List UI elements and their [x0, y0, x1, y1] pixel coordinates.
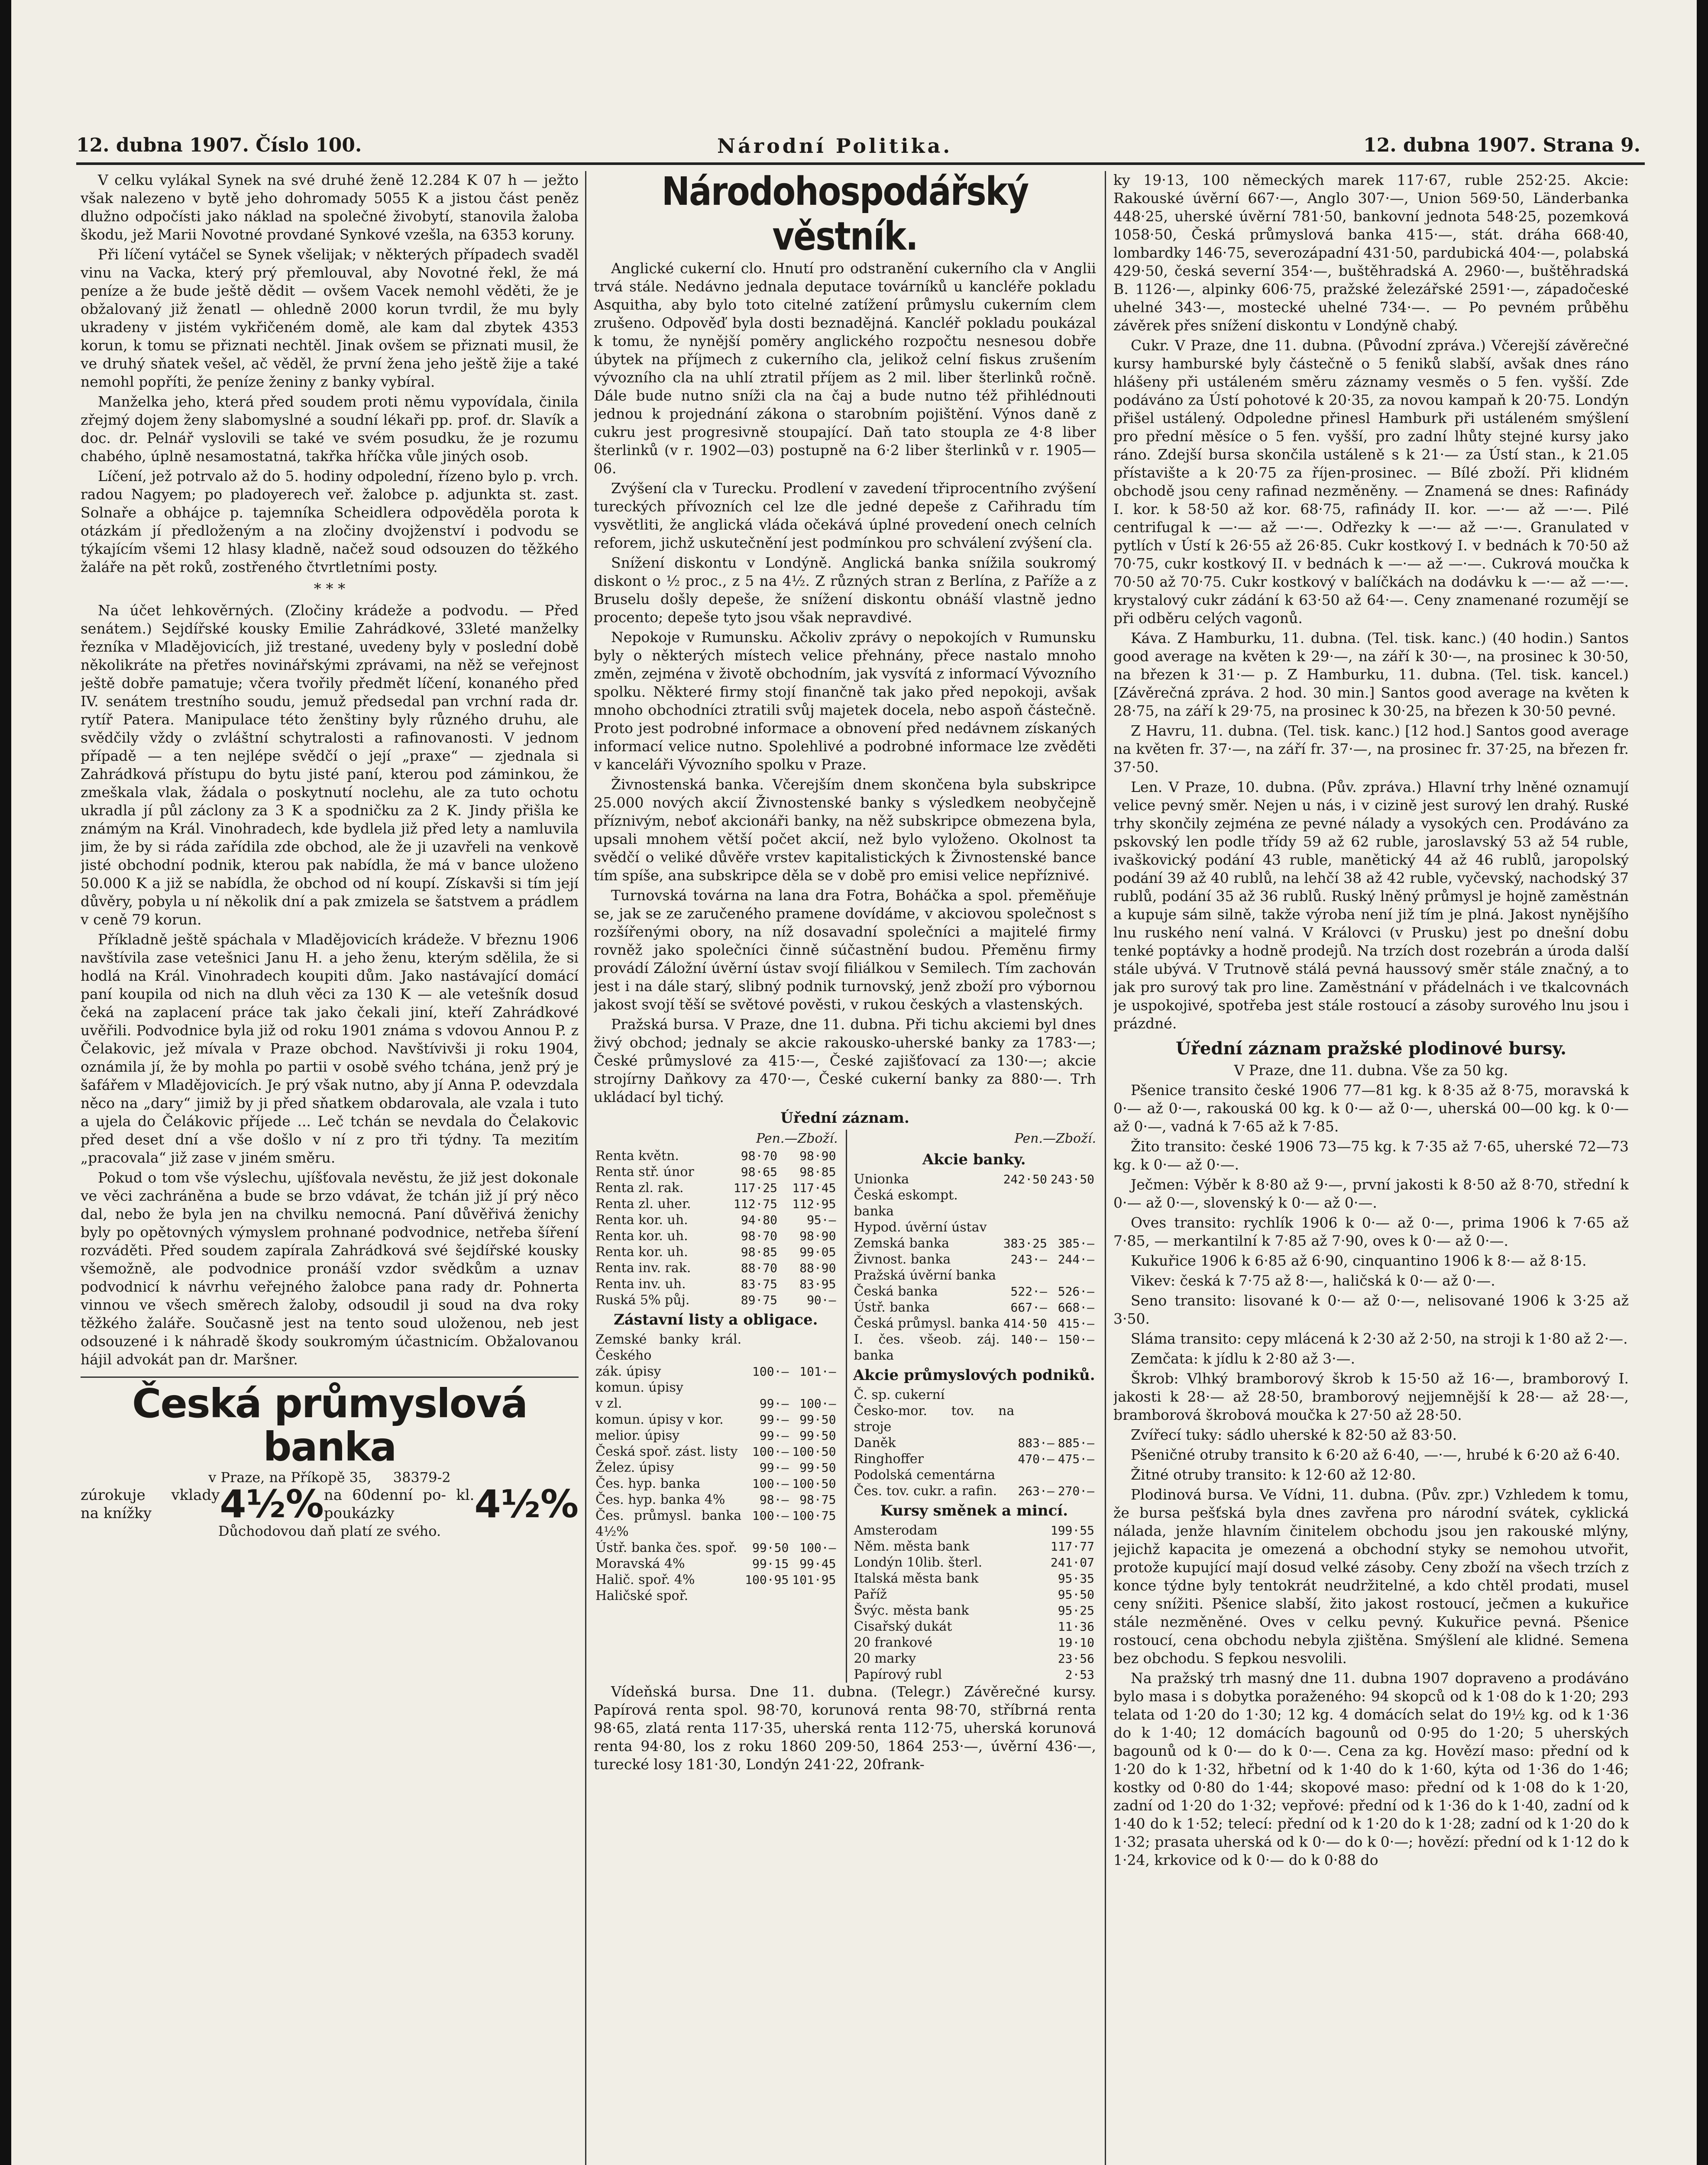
table-cell-name: Londýn 10lib. šterl.	[854, 1555, 983, 1570]
table-row	[852, 1403, 1097, 1435]
table-row	[852, 1554, 1097, 1570]
table-cell-value	[790, 1588, 838, 1604]
article-paragraph: Cukr. V Praze, dne 11. dubna. (Původní zpráva.) Včerejší závěrečné kursy hamburské byly částečně o 5 feniků slabší, avšak dnes ráno hlášeny při ustáleném směru záznamy vesměs o 5 fen. vyšší. Zde podáváno za Ústí pohotové k 20·35, za novou kampaň k 20·75. Londýn přišel ustálený. Odpoledne přinesl Hamburk při ustáleném smýšlení pro přední měsíce o 5 fen. vyšší, pro zadní lhůty stejné kursy jako ráno. Zdejší bursa skončila ustáleně s k 21·— za Ústí stan., k 21.05 přístavište a k 20·75 za říjen-prosinec. — Bílé zboží. Při klidném obchodě jsou ceny rafinad nezměněny. — Znamená se dnes: Rafinády I. kor. k 58·50 až kor. 68·75, rafinády II. kor. —·— až —·—. Pilé centrifugal k —·— až —·—. Odřezky k —·— až —·—. Granulated v pytlích v Ústí k 26·55 až 26·85. Cukr kostkový I. v bednách k 70·50 až 70·75, cukr kostkový II. v bednách k —·— až —·—. Cukrová moučka k 70·50 až 70·75. Cukr kostkový v balíčkách na dodávku k —·— až —·—. krystalový cukr zádání k 63·50 až 64·—. Ceny znamenané rozumějí se při odběru celých vagonů.	[1113, 337, 1629, 627]
table-cell-value	[790, 1331, 838, 1364]
table-cell-value: 99·50	[799, 1428, 836, 1443]
table-cell-value: 100·—	[752, 1509, 789, 1523]
table-cell-value: 98·70	[741, 1229, 778, 1243]
table-row	[852, 1331, 1097, 1364]
table-cell-name: Česká banka	[854, 1284, 938, 1299]
table-row	[594, 1444, 838, 1460]
table-cell-value: 100·—	[799, 1396, 836, 1411]
table-cell-name: Unionka	[854, 1172, 909, 1187]
table-row	[852, 1467, 1097, 1483]
industrial-shares-table	[852, 1387, 1097, 1499]
table-header: Pen.—Zboží.	[756, 1131, 838, 1146]
article-paragraph: Při líčení vytáčel se Synek všelijak; v některých případech svaděl vinu na Vacka, který prý přemlouval, aby Novotné řekl, že má peníze a že bude ještě dědit — ovšem Vacek nemohl věděti, že je obžalovaný již ženatl — ohledně 2000 korun tvrdil, že mu byly ukradeny v jistém vykřičeném domě, ale kam dal zbytek 4353 korun, k tomu se přiznati nechtěl. Jinak ovšem se přiznati musil, že ve druhý sňatek vešel, ač věděl, že první žena jeho ještě žije a také nemohl popříti, že peníze ženiny z banky vybíral.	[81, 246, 579, 390]
table-cell-value: 95·25	[1058, 1603, 1094, 1618]
bond-table	[594, 1148, 838, 1308]
article-paragraph: Oves transito: rychlík 1906 k 0·— až 0·—, prima 1906 k 7·65 až 7·85, — merkantilní k 7·85 až 7·90, oves k 0·— až 0·—.	[1113, 1214, 1629, 1249]
table-cell-value: 883·—	[1018, 1436, 1055, 1450]
ad-reference: 38379-2	[393, 1469, 451, 1486]
table-cell-name: Amsterodam	[854, 1523, 938, 1538]
table-row	[852, 1251, 1097, 1267]
table-cell-value: 101·—	[799, 1364, 836, 1379]
article-paragraph: Na pražský trh masný dne 11. dubna 1907 dopraveno a prodáváno bylo masa i s dobytka poraženého: 94 skopců od k 1·08 do k 1·20; 293 telata od 1·20 do 1·30; 12 kg. 4 domácích selat do 19½ kg. od k 1·36 do k 1·40; 12 domácích bagounů od 0·95 do 1·20; 5 uherských bagounů od k 0·— do k 0·—. Cena za kg. Hovězí maso: přední od k 1·20 do k 1·32, hřbetní od k 1·40 do k 1·60, kýta od 1·36 do 1·46; kostky od 0·80 do 1·44; skopové maso: přední od k 1·08 do k 1·20, zadní od 1·20 do 1·32; vepřové: přední od k 1·36 do k 1·40, zadní od k 1·40 do k 1·52; telecí: přední od k 1·20 do k 1·28; zadní od k 1·20 do k 1·32; prasata uherská od k 0·— do k 0·—; hovězí: přední od k 1·12 do k 1·24, krkovice od k 0·— do k 0·88 do	[1113, 1670, 1629, 1868]
table-cell-name: Podolská cementárna	[854, 1467, 995, 1483]
article-paragraph: Z Havru, 11. dubna. (Tel. tisk. kanc.) [12 hod.] Santos good average na květen fr. 37·—, na září fr. 37·—, na prosinec fr. 37·25, na březen fr. 37·50.	[1113, 722, 1629, 776]
table-cell-value: 117·45	[792, 1181, 836, 1195]
section-separator: * * *	[314, 580, 346, 598]
table-cell-name: Čes. hyp. banka 4%	[595, 1492, 725, 1507]
table-row	[852, 1570, 1097, 1587]
table-row	[852, 1299, 1097, 1315]
table-row	[852, 1219, 1097, 1235]
table-cell-value: 99·—	[759, 1461, 789, 1475]
article-paragraph: Len. V Praze, 10. dubna. (Pův. zpráva.) Hlavní trhy lněné oznamují velice pevný směr. Nejen u nás, i v cizině jest surový len drahý. Ruské trhy skončily zejména ze pevné nálady a vysokých cen. Prodáváno za pskovský len podle třídy 59 až 62 ruble, jaroslavský 53 až 54 ruble, ivaškovický podání 43 ruble, manětický 44 až 46 rublů, jaropolský podání 39 až 40 rublů, na lehčí 38 až 42 ruble, vyčevský, nachodský 37 rublů, podání 35 až 36 rublů. Ruský lněný průmysl je hojně zaměstnán a kupuje sám silně, takže výroba není již tím je plná. Jakost nynějšího lnu ruského není valná. V Královci (v Prusku) jest po dnešní dobu tenké poptávky a hodně prodejů. Na trzích dost rozebrán a úroda další stále ubývá. V Trutnově stálá pevná haussový směr stále značný, a to jak pro surový tak pro line. Zaměstnání v přádelnách i ve tkalcovnách je uspokojivé, spotřeba jest stále rostoucí a zásoby surového lnu jsou i prázdné.	[1113, 779, 1629, 1032]
table-row	[852, 1267, 1097, 1283]
table-row	[594, 1364, 838, 1380]
table-cell-value: 112·75	[733, 1197, 778, 1211]
table-cell-name: Renta stř. únor	[595, 1164, 694, 1179]
table-subtitle: Akcie banky.	[922, 1151, 1026, 1168]
table-cell-name: Čes. průmysl. banka 4½%	[595, 1508, 742, 1539]
table-cell-value: 140·—	[1010, 1332, 1047, 1347]
article-paragraph: Zvýšení cla v Turecku. Prodlení v zavedení třiprocentního zvýšení tureckých přívozních cel lze dle jedné depeše z Cařihradu tím vysvětliti, že anglická vláda očekává úplné provedení onech celních reforem, jichž uskutečnění jest podmínkou pro schválení zvýšení cla.	[594, 480, 1096, 551]
table-subtitle: Zástavní listy a obligace.	[614, 1311, 818, 1328]
table-row	[852, 1538, 1097, 1554]
table-cell-name: Živnost. banka	[854, 1252, 951, 1267]
table-row	[594, 1428, 838, 1444]
article-paragraph: Káva. Z Hamburku, 11. dubna. (Tel. tisk. kanc.) (40 hodin.) Santos good average na květen k 29·—, na září k 30·—, na prosinec k 30·50, na březen k 31·— p. Z Hamburku, 11. dubna. (Tel. tisk. kancel.) [Závěrečná zpráva. 2 hod. 30 min.] Santos good average na květen k 28·75, na září k 29·75, na prosinec k 30·25, na březen k 30·50 pevné.	[1113, 630, 1629, 719]
table-cell-value	[1028, 1570, 1033, 1587]
table-cell-name: Renta zl. uher.	[595, 1196, 691, 1212]
subsection-title: Úřední záznam pražské plodinové bursy.	[1175, 1038, 1567, 1059]
table-cell-value: 385·—	[1058, 1236, 1094, 1251]
table-cell-value: 243·50	[1050, 1172, 1094, 1186]
table-cell-value: 100·—	[752, 1444, 789, 1459]
article-paragraph: V celku vylákal Synek na své druhé ženě 12.284 K 07 h — ježto však nalezeno v bytě jeho dohromady 5055 K a jistou část peněz dlužno odpočísti jako náklad na společné živobytí, stanovila žaloba škodu, jež Marii Novotné provdané Synkové vzešla, na 6353 koruny.	[81, 171, 579, 243]
table-cell-value: 98·85	[741, 1245, 778, 1259]
article-paragraph: Anglické cukerní clo. Hnutí pro odstranění cukerního cla v Anglii trvá stále. Nedávno jednala deputace továrníků u kancléře pokladu Asquitha, aby bylo toto citelné zatížení průmyslu cukerním clem zrušeno. Odpověď byla dosti beznadějná. Kancléř pokladu poukázal k tomu, že nynější poměry anglického rozpočtu nesnesou dobře úbytek na příjmech z cukerního cla, jelikož celní fiskus zrušením vývozního cla na uhlí ztratil příjem as 2 mil. liber šterlinků ročně. Dále bude nutno sníži cla na čaj a bude nutno též přihlédnouti jednou k projednání zákona o starobním pojištění. Výnos daně z cukru jest progresivně stoupající. Daň tato stoupla ze 4·8 liber šterlinků (v r. 1902—03) postupně na 6·2 liber šterlinků v r. 1905—06.	[594, 260, 1096, 477]
table-cell-value: 522·—	[1010, 1284, 1047, 1299]
table-row	[594, 1540, 838, 1556]
article-paragraph: Líčení, jež potrvalo až do 5. hodiny odpolední, řízeno bylo p. vrch. radou Nagyem; po pladoyerech veř. žalobce p. adjunkta st. zast. Solnaře a obhájce p. tajemníka Scheidlera odpověděla porota k otázkám jí předloženým a na zločiny dvojženství i podvodu se týkajícím všemi 12 hlasy kladně, načež soud odsouzen do těžkého žaláře na pět roků, zostřeného čtvrtletními posty.	[81, 468, 579, 575]
article-paragraph: Příkladně ještě spáchala v Mladějovicích krádeže. V březnu 1906 navštívila zase vetešnici Janu H. a jeho ženu, kterým sdělila, že si hodlá na Král. Vinohradech koupiti dům. Jako nastávající domácí paní koupila od nich na dluh věci za 130 K — ale vetešník dosud čeká na zaplacení práce tak jako čekali jiní, kteří Zahrádkové uvěřili. Podvodnice byla již od roku 1901 známa s vdovou Annou P. z Čelakovic, jež mívala v Praze obchod. Navštívivši ji roku 1904, oznámila jí, že by mohla po partii v osobě svého tchána, jenž prý je šafářem v Mladějovicích. Je prý však nutno, aby jí Anna P. odevzdala něco na „dary“ jimiž by ji před sňatkem obdarovala, ale vzala i tuto a ujela do Čelákovic příjede ... Leč tchán se nevdala do Čelakovic před deset dní a vše došlo v ní z pro tři týdny. Ta mezitím „pracovala“ již zase v jiném směru.	[81, 931, 579, 1166]
table-cell-value: 475·—	[1058, 1452, 1094, 1466]
table-cell-name: Daněk	[854, 1435, 896, 1451]
table-cell-value: 2·53	[1065, 1667, 1094, 1682]
table-cell-value	[1028, 1587, 1033, 1603]
article-paragraph: Zemčata: k jídlu k 2·80 až 3·—.	[1131, 1350, 1355, 1367]
stock-table-right	[846, 1130, 1097, 1683]
table-cell-name: Česko-mor. tov. na stroje	[854, 1403, 1015, 1435]
table-cell-value: 470·—	[1018, 1452, 1055, 1466]
table-cell-name: Zemské banky král. Českého	[595, 1332, 742, 1363]
table-row	[594, 1244, 838, 1260]
table-row	[852, 1587, 1097, 1603]
table-cell-name: Čes. tov. cukr. a rafin.	[854, 1483, 997, 1499]
table-cell-name: Ringhoffer	[854, 1451, 924, 1467]
article-paragraph: Zvířecí tuky: sádlo uherské k 82·50 až 83·50.	[1131, 1426, 1457, 1443]
table-row	[852, 1451, 1097, 1467]
stock-tables	[594, 1130, 1096, 1683]
column-2	[594, 171, 1096, 2165]
table-cell-value: 99·—	[759, 1396, 789, 1411]
table-row	[594, 1412, 838, 1428]
table-cell-value: 98·90	[799, 1229, 836, 1243]
table-cell-name: Česká eskompt.	[854, 1188, 958, 1203]
table-row	[852, 1483, 1097, 1499]
table-cell-name: Želez. úpisy	[595, 1460, 674, 1475]
ad-address: v Praze, na Příkopě 35,	[208, 1469, 372, 1486]
table-cell-value: 100·—	[752, 1364, 789, 1379]
table-row	[852, 1603, 1097, 1619]
table-cell-value	[1028, 1619, 1033, 1635]
table-cell-value: 150·—	[1058, 1332, 1094, 1347]
table-cell-name: Renta kor. uh.	[595, 1212, 688, 1228]
table-cell-name: 20 marky	[854, 1651, 916, 1666]
table-cell-value: 98·75	[799, 1493, 836, 1507]
table-row	[852, 1315, 1097, 1331]
table-cell-name: Čes. hyp. banka	[595, 1476, 701, 1491]
table-cell-value: 99·05	[799, 1245, 836, 1259]
table-row	[594, 1460, 838, 1476]
table-cell-value: 99·15	[752, 1557, 789, 1571]
table-cell-name: Haličské spoř.	[595, 1588, 689, 1603]
article-paragraph: Seno transito: lisované k 0·— až 0·—, nelisované 1906 k 3·25 až 3·50.	[1113, 1292, 1629, 1327]
table-row	[852, 1435, 1097, 1451]
table-cell-name: zák. úpisy	[595, 1364, 661, 1379]
table-cell-name: 20 frankové	[854, 1635, 932, 1650]
article-paragraph: Vídeňská bursa. Dne 11. dubna. (Telegr.) Závěrečné kursy. Papírová renta spol. 98·70, korunová renta 98·70, stříbrná renta 98·65, zlatá renta 117·35, uherská renta 112·75, uherská korunová renta 94·80, los z roku 1860 209·50, 1864 253·—, úvěrní 436·—, turecké losy 181·30, Londýn 241·22, 20frank-	[594, 1683, 1096, 1773]
table-cell-value: 99·50	[752, 1541, 789, 1555]
article-paragraph: Škrob: Vlhký bramborový škrob k 15·50 až 16·—, bramborový I. jakosti k 28·— až 28·50, bramborový nejjemnější k 28·— až 28·—, bramborová škrobová moučka k 27·50 až 28·50.	[1113, 1370, 1629, 1423]
table-cell-value	[790, 1380, 838, 1396]
table-cell-value: 90·—	[807, 1293, 836, 1307]
table-cell-name: Č. sp. cukerní	[854, 1387, 945, 1402]
article-paragraph: Snížení diskontu v Londýně. Anglická banka snížila soukromý diskont o ½ proc., z 5 na 4½. Z různých stran z Berlína, z Paříže a z Bruselu došly depeše, že snížení diskontu obnáší vlastně jedno procento; depeše tyto jsou však nepravdivé.	[594, 554, 1096, 626]
table-cell-value: 88·70	[741, 1261, 778, 1275]
table-header: Pen.—Zboží.	[1014, 1131, 1096, 1146]
article-paragraph: Živnostenská banka. Včerejším dnem skončena byla subskripce 25.000 nových akcií Živnostenské banky s výsledkem neobyčejně příznivým, neboť akcionáři banky, na něž subskripce obmezena byla, upsali mnohem větší počet akcií, než bylo vyloženo. Okolnost ta svědčí o veliké důvěře vrstev kapitalistických k Živnostenské bance tím spíše, ana subskripce děla se v době pro emisi velice nepříznivé.	[594, 776, 1096, 884]
table-row	[594, 1228, 838, 1244]
article-paragraph: Pokud o tom vše výslechu, ujíšťovala nevěstu, že již jest dokonale ve věci zachráněna a bude se brzo vdávat, že tchán již jí prý něco dal, nebo že byla jen na chvilku nemocná. Paní důvěřivá ženichy byly po opětovných výmyslem prohnané podvodnice, netřeba šíření rozváděti. Před soudem zapírala Zahrádková své šejdířské kousky všemožně, ale podvodnice pronáší vzdor svědkům a uznav podvodnicí k návrhu veřejného žalobce pana rady dr. Pohnerta vinnou ve všech směrech žaloby, odsoudil ji soud na dva roky těžkého žaláře. Současně jest na tento soud uloženou, neb jest odsouzené i k náhradě škody soukromým účastnicím. Obžalovanou hájil advokát pan dr. Maršner.	[81, 1169, 579, 1368]
table-cell-name: Renta zl. rak.	[595, 1180, 684, 1196]
table-cell-value	[1028, 1651, 1033, 1667]
table-cell-value: 117·25	[733, 1181, 778, 1195]
table-cell-value: 98·90	[799, 1149, 836, 1163]
table-cell-value	[1049, 1203, 1096, 1219]
table-cell-name: Něm. města bank	[854, 1539, 970, 1554]
table-cell-value	[1028, 1538, 1033, 1554]
table-cell-value: 270·—	[1058, 1484, 1094, 1498]
masthead-rule	[76, 162, 1645, 165]
table-cell-name: Paříž	[854, 1587, 887, 1602]
table-cell-value: 414·50	[1003, 1316, 1047, 1331]
section-title: Národohospodářský věstník.	[661, 171, 1029, 259]
table-cell-value: 243·—	[1010, 1252, 1047, 1267]
table-cell-value: 100·50	[792, 1477, 836, 1491]
article-paragraph: Pražská bursa. V Praze, dne 11. dubna. Při tichu akciemi byl dnes živý obchod; jednaly se akcie rakousko-uherské banky za 1783·—; České průmyslové za 415·—, České zajišťovací za 130·—; akcie strojírny Daňkovy za 470·—, České cukerní banky za 880·—. Trh ukládací byl tichý.	[594, 1016, 1096, 1105]
table-subtitle: Kursy směnek a mincí.	[880, 1502, 1068, 1519]
table-row	[852, 1619, 1097, 1635]
table-row	[852, 1283, 1097, 1299]
ad-deposits-label: zúrokuje vklady na knížky	[81, 1486, 220, 1522]
table-row	[594, 1396, 838, 1412]
table-cell-value	[743, 1380, 790, 1396]
table-cell-value	[1028, 1522, 1033, 1538]
table-cell-name: Česká spoř. zást. listy	[595, 1444, 738, 1459]
table-cell-value	[1002, 1187, 1049, 1203]
article-paragraph: Plodinová bursa. Ve Vídni, 11. dubna. (Pův. zpr.) Vzhledem k tomu, že bursa pešťská byla dnes zavřena pro národní svátek, cyklická nálada, jenže hlavním činitelem obchodu jsou jen rakouské mlýny, jejichž kapacita je omezená a obchodní styky se nemohou utvořit, protože kupující mají dosud velké zásoby. Ceny zboží na všech trzích z konce týdne byly tentokrát neudržitelné, a kdo chtěl prodati, musel ceny snížiti. Pšenice slabší, žito jakost rostoucí, ječmen a kukuřice stále nezměněné. Oves v celku pevný. Kukuřice pevná. Pšenice rostoucí, cena obchodu nebyla zjištěna. Smýšlení ale klidné. Semena bez obchodu. S fepkou nesvolili.	[1113, 1486, 1629, 1667]
table-cell-value: 667·—	[1010, 1300, 1047, 1315]
article-paragraph: Kukuřice 1906 k 6·85 až 6·90, cinquantino 1906 k 8·— až 8·15.	[1131, 1252, 1587, 1269]
table-cell-value: 88·90	[799, 1261, 836, 1275]
table-cell-value: 98·—	[759, 1493, 789, 1507]
masthead-title: Národní Politika.	[717, 134, 953, 158]
table-cell-value: 101·95	[792, 1573, 836, 1587]
table-cell-name: I. čes. všeob. záj. banka	[854, 1332, 1000, 1363]
article-paragraph: Na účet lehkověrných. (Zločiny krádeže a podvodu. — Před senátem.) Sejdířské kousky Emilie Zahrádkové, 33leté manželky řezníka v Mladějovicích, již trestané, uvedeny byly v poslední době několikráte na přetřes novinářskými zprávami, na něž se veřejnost ještě dobře pamatuje; včera tvořily předmět líčení, konaného před IV. senátem trestního soudu, jemuž předsedal pan vrchní rada dr. rytíř Patera. Manipulace této ženštiny byly různého druhu, ale svědčily vždy o zvláštní schytralosti a rafinovanosti. V jednom případě — a ten nejlépe svědčí o její „praxe“ — zjednala si Zahrádková přístupu do bytu jisté paní, kterou pod záminkou, že zmeškala vlak, žádala o poskytnutí noclehu, ale za tuto ochotu ukradla jí půl záclony za 3 K a spodničku za 2 K. Jindy přišla ke známým na Král. Vinohradech, kde bydlela již před lety a namluvila jim, že by si ráda zařídila zde obchod, ale že ji uzavřeli na venkově jisté obchodní podnik, kterou pak nabídla, že má v bance uloženo 50.000 K a již se nabídla, že obchod od ní koupí. Získavši si tím její důvěry, pobyla u ní několik dní a pak zmizela se šatstvem a prádlem v ceně 79 korun.	[81, 602, 579, 928]
table-cell-name: komun. úpisy	[595, 1380, 683, 1395]
table-cell-value: 95·50	[1058, 1587, 1094, 1602]
tables-title: Úřední záznam.	[780, 1109, 909, 1127]
ad-title: Česká průmyslová banka	[132, 1380, 527, 1470]
table-cell-name: v zl.	[595, 1396, 622, 1411]
table-cell-value: 99·—	[759, 1428, 789, 1443]
table-cell-value	[1028, 1635, 1033, 1651]
table-cell-value: 99·50	[799, 1461, 836, 1475]
bank-advertisement	[81, 1377, 579, 1540]
article-paragraph: Vikev: česká k 7·75 až 8·—, haličská k 0·— až 0·—.	[1131, 1272, 1495, 1289]
table-cell-name: Česká průmysl. banka	[854, 1316, 1000, 1331]
masthead-date-issue: 12. dubna 1907. Číslo 100.	[76, 134, 362, 156]
table-cell-value: 98·65	[741, 1165, 778, 1179]
table-cell-value	[1016, 1467, 1056, 1483]
table-cell-value: 263·—	[1018, 1484, 1055, 1498]
table-cell-value: 199·55	[1050, 1523, 1094, 1538]
article-paragraph: Sláma transito: cepy mlácená k 2·30 až 2·50, na stroji k 1·80 až 2·—.	[1131, 1330, 1628, 1347]
table-cell-value: 100·95	[745, 1573, 789, 1587]
table-cell-name: Italská města bank	[854, 1571, 979, 1586]
table-cell-name: Zemská banka	[854, 1236, 950, 1251]
table-row	[852, 1522, 1097, 1538]
table-row	[852, 1635, 1097, 1651]
table-cell-value: 89·75	[741, 1293, 778, 1307]
table-cell-value: 99·—	[759, 1412, 789, 1427]
table-cell-value: 526·—	[1058, 1284, 1094, 1299]
stock-table-left	[594, 1130, 838, 1683]
table-row	[852, 1187, 1097, 1203]
table-cell-value	[1056, 1403, 1096, 1435]
table-cell-value	[1056, 1387, 1096, 1403]
table-cell-name: Renta inv. rak.	[595, 1260, 691, 1276]
table-row	[852, 1171, 1097, 1187]
table-cell-name: Halič. spoř. 4%	[595, 1572, 695, 1587]
table-cell-value: 244·—	[1058, 1252, 1094, 1267]
table-row	[594, 1276, 838, 1292]
table-row	[594, 1492, 838, 1508]
column-3	[1113, 171, 1629, 2165]
table-cell-value: 100·—	[752, 1477, 789, 1491]
table-row	[594, 1164, 838, 1180]
table-cell-value	[1016, 1403, 1056, 1435]
article-paragraph: V Praze, dne 11. dubna. Vše za 50 kg.	[1234, 1062, 1508, 1079]
table-row	[594, 1556, 838, 1572]
table-cell-value: 117·77	[1050, 1539, 1094, 1554]
table-row	[594, 1588, 838, 1604]
table-cell-value: 99·50	[799, 1412, 836, 1427]
table-cell-value: 19·10	[1058, 1635, 1094, 1650]
table-row	[594, 1260, 838, 1276]
column-divider	[585, 171, 586, 2165]
article-paragraph: Nepokoje v Rumunsku. Ačkoliv zprávy o nepokojích v Rumunsku byly o některých místech velice přehnány, přece nastalo mnoho změn, zejména v životě obchodním, jak vysvítá z informací Vývozního spolku. Některé firmy stojí finančně tak jako před nepokoji, avšak mnoho obchodníci ztratili svůj majetek docela, nebo aspoň částečně. Proto jest podrobné informace a obnovení před nedávnem získaných informací velice nutno. Spolehlivé a podrobné informace lze zvěděti v kanceláři Vývozního spolku v Praze.	[594, 629, 1096, 773]
table-cell-value	[1049, 1267, 1096, 1283]
table-cell-name: Renta kor. uh.	[595, 1228, 688, 1244]
table-cell-name: Švýc. města bank	[854, 1603, 969, 1618]
table-row	[852, 1203, 1097, 1219]
table-row	[852, 1667, 1097, 1683]
table-cell-value: 383·25	[1003, 1236, 1047, 1251]
table-row	[594, 1508, 838, 1540]
table-cell-value	[1002, 1219, 1049, 1235]
table-cell-name: Ústř. banka čes. spoř.	[595, 1540, 738, 1555]
table-row	[594, 1212, 838, 1228]
table-cell-name: Cisařský dukát	[854, 1619, 952, 1634]
table-cell-name: melior. úpisy	[595, 1428, 680, 1443]
table-cell-value: 83·75	[741, 1277, 778, 1291]
table-row	[852, 1387, 1097, 1403]
table-cell-value	[1049, 1187, 1096, 1203]
article-paragraph: ky 19·13, 100 německých marek 117·67, ruble 252·25. Akcie: Rakouské úvěrní 667·—, Anglo 307·—, Union 569·50, Länderbanka 448·25, uherské úvěrní 781·50, bankovní jednota 548·25, pozemková 1058·50, Česká průmyslová banka 415·—, stát. dráha 668·40, lombardky 146·75, severozápadní 431·50, pardubická 404·—, polabská 429·50, česká severní 354·—, buštěhradská A. 2960·—, buštěhradská B. 1126·—, alpinky 606·75, pražské železářské 2591·—, západočeské uhelné 343·—, mostecké uhelné 734·—. — Po pevném průběhu závěrek přes snížení diskontu v Londýně chabý.	[1113, 171, 1629, 334]
table-cell-value: 100·—	[799, 1541, 836, 1555]
article-paragraph: Manželka jeho, která před soudem proti němu vypovídala, činila zřejmý dojem ženy slabomyslné a soudní lékaři pp. prof. dr. Slavík a doc. dr. Pelnář vyslovili se také ve svém posudku, že je rozumu chabého, úplně nesamostatná, takřka hříčka vůle jiných osob.	[81, 393, 579, 465]
table-row	[594, 1292, 838, 1308]
table-cell-value	[743, 1331, 790, 1364]
table-cell-value: 241·07	[1050, 1555, 1094, 1570]
table-row	[594, 1331, 838, 1364]
article-paragraph: Žitné otruby transito: k 12·60 až 12·80.	[1131, 1466, 1416, 1483]
table-cell-value	[1028, 1667, 1033, 1683]
table-cell-value: 23·56	[1058, 1651, 1094, 1666]
table-cell-name: Renta kor. uh.	[595, 1244, 688, 1260]
ad-notes-label: na 60denní po- kl. poukázky	[323, 1486, 475, 1522]
article-paragraph: Žito transito: české 1906 73—75 kg. k 7·35 až 7·65, uherské 72—73 kg. k 0·— až 0·—.	[1113, 1138, 1629, 1173]
table-cell-value	[1028, 1603, 1033, 1619]
table-cell-value: 98·70	[741, 1149, 778, 1163]
table-cell-name: Ruská 5% půj.	[595, 1293, 690, 1308]
ad-deposits-rate: 4½%	[220, 1482, 324, 1526]
table-row	[594, 1180, 838, 1196]
table-row	[852, 1235, 1097, 1251]
exchange-rates-table	[852, 1522, 1097, 1683]
obligation-table	[594, 1331, 838, 1604]
table-cell-name: Ústř. banka	[854, 1300, 930, 1315]
table-row	[594, 1572, 838, 1588]
ad-footer: Důchodovou daň platí ze svého.	[218, 1523, 441, 1539]
table-cell-name: Pražská úvěrní banka	[854, 1268, 996, 1283]
table-cell-value: 83·95	[799, 1277, 836, 1291]
ad-rates	[81, 1482, 579, 1526]
table-cell-value: 11·36	[1058, 1619, 1094, 1634]
table-cell-value: 100·75	[792, 1509, 836, 1523]
column-1	[81, 171, 579, 2165]
table-cell-name: Renta inv. uh.	[595, 1276, 686, 1292]
table-cell-value	[1002, 1267, 1049, 1283]
table-cell-value: 99·45	[799, 1557, 836, 1571]
table-cell-value: 95·35	[1058, 1571, 1094, 1586]
table-cell-value	[1028, 1554, 1033, 1570]
article-paragraph: Pšeničné otruby transito k 6·20 až 6·40, —·—, hrubé k 6·20 až 6·40.	[1131, 1446, 1621, 1463]
table-subtitle: Akcie průmyslových podniků.	[853, 1367, 1095, 1384]
table-cell-value: 415·—	[1058, 1316, 1094, 1331]
table-cell-value	[1002, 1203, 1049, 1219]
table-cell-name: komun. úpisy v kor.	[595, 1412, 724, 1427]
article-paragraph: Turnovská továrna na lana dra Fotra, Boháčka a spol. přeměňuje se, jak se ze zaručeného pramene dovídáme, v akciovou společnost s rozšířenými obory, na níž dosavadní společníci a majitelé firmy rovněž jako společníci činně súčastnění budou. Přeměnu firmy provádí Záložní úvěrní ústav svojí filiálkou v Semilech. Tím zachován jest i na dále starý, slibný podnik turnovský, jenž zboží pro výbornou jakost svojí těší se světové pověsti, v rukou českých a vlastenských.	[594, 887, 1096, 1013]
table-cell-value	[1056, 1467, 1096, 1483]
masthead-date-page: 12. dubna 1907. Strana 9.	[1363, 134, 1640, 156]
ad-notes-rate: 4½%	[474, 1482, 579, 1526]
table-cell-value: 100·50	[792, 1444, 836, 1459]
table-cell-value	[1049, 1219, 1096, 1235]
table-cell-value	[1016, 1387, 1056, 1403]
bank-shares-table	[852, 1171, 1097, 1364]
table-row	[852, 1651, 1097, 1667]
table-cell-value: 98·85	[799, 1165, 836, 1179]
table-cell-value: 668·—	[1058, 1300, 1094, 1315]
table-cell-value: 885·—	[1058, 1436, 1094, 1450]
article-paragraph: Ječmen: Výběr k 8·80 až 9·—, první jakosti k 8·50 až 8·70, střední k 0·— až 0·—, slovenský k 0·— až 0·—.	[1113, 1176, 1629, 1211]
table-cell-name: Papírový rubl	[854, 1667, 942, 1682]
table-cell-name: Moravská 4%	[595, 1556, 685, 1571]
table-cell-value: 112·95	[792, 1197, 836, 1211]
table-cell-value: 94·80	[741, 1213, 778, 1227]
table-row	[594, 1196, 838, 1212]
table-row	[594, 1476, 838, 1492]
table-cell-name: banka	[854, 1204, 894, 1219]
table-cell-value: 242·50	[1003, 1172, 1047, 1186]
masthead	[76, 130, 1640, 160]
table-cell-name: Hypod. úvěrní ústav	[854, 1220, 987, 1235]
table-cell-value: 95·—	[807, 1213, 836, 1227]
table-row	[594, 1148, 838, 1164]
column-divider	[1105, 171, 1106, 2165]
table-cell-name: Renta květn.	[595, 1148, 679, 1163]
article-paragraph: Pšenice transito české 1906 77—81 kg. k 8·35 až 8·75, moravská k 0·— až 0·—, rakouská 00 kg. k 0·— až 0·—, uherská 00—00 kg. k 0·— až 0·—, vadná k 7·65 až k 7·85.	[1113, 1082, 1629, 1135]
table-row	[594, 1380, 838, 1396]
table-cell-value	[743, 1588, 790, 1604]
